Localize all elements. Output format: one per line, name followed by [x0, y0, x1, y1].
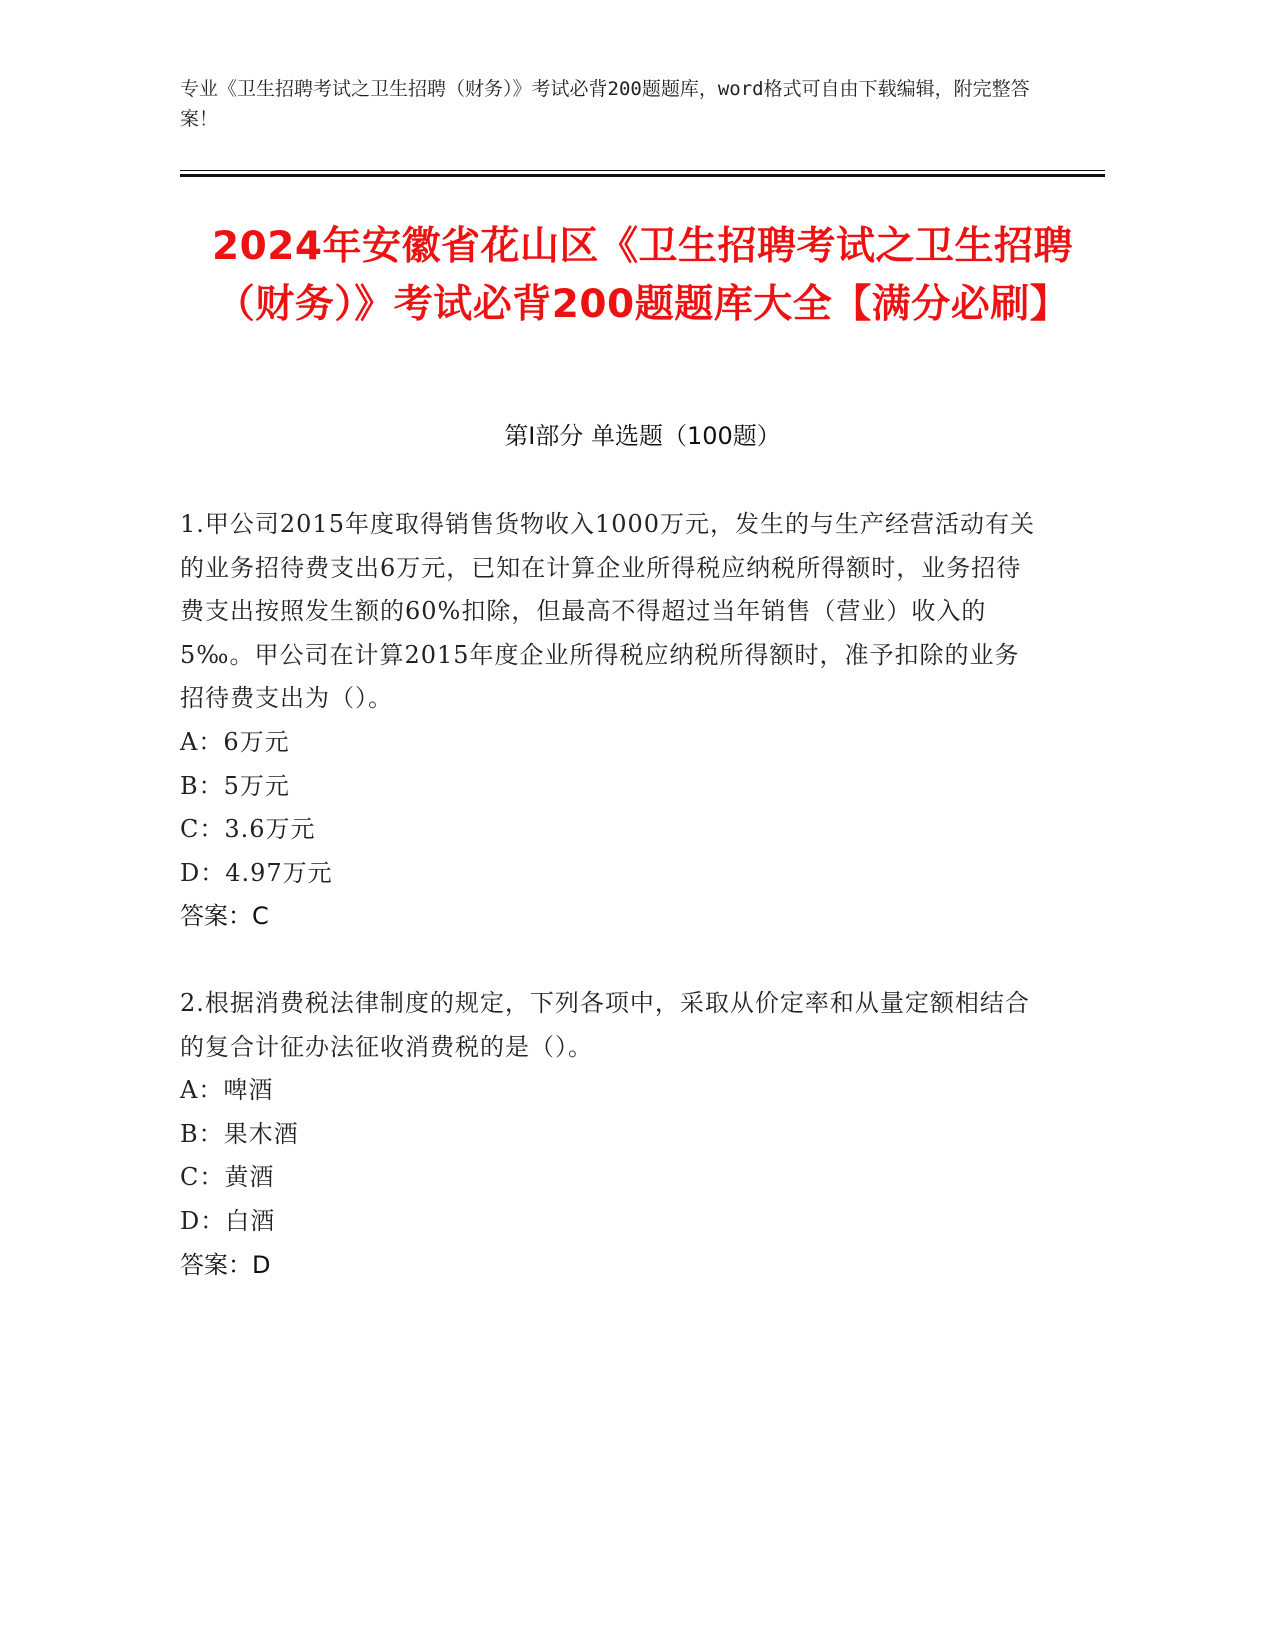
option-b: B：5万元: [180, 771, 290, 800]
answer-line: 答案：D: [180, 1250, 271, 1279]
document-title: 2024年安徽省花山区《卫生招聘考试之卫生招聘（财务）》考试必背200题题库大全【满分必刷】: [211, 224, 1074, 327]
question-item: [180, 982, 1040, 1287]
option-b: B：果木酒: [180, 1119, 299, 1148]
question-stem: 1.甲公司2015年度取得销售货物收入1000万元，发生的与生产经营活动有关的业务招待费支出6万元，已知在计算企业所得税应纳税所得额时，业务招待费支出按照发生额的60%扣除，但最高不得超过当年销售（营业）收入的5‰。甲公司在计算2015年度企业所得税应纳税所得额时，准予扣除的业务招待费支出为（）。: [180, 510, 1036, 713]
header-note: 专业《卫生招聘考试之卫生招聘（财务）》考试必背200题题库，word格式可自由下载编辑，附完整答案！: [180, 78, 1030, 130]
answer-line: 答案：C: [180, 902, 269, 931]
option-a: A：6万元: [180, 727, 290, 756]
question-stem: 2.根据消费税法律制度的规定，下列各项中，采取从价定率和从量定额相结合的复合计征办法征收消费税的是（）。: [180, 989, 1030, 1061]
option-c: C：3.6万元: [180, 815, 316, 844]
header-divider-thin: [180, 170, 1105, 171]
question-item: [180, 503, 1040, 939]
header-divider-thick: [180, 174, 1105, 177]
option-c: C：黄酒: [180, 1163, 275, 1192]
option-d: D：白酒: [180, 1206, 276, 1235]
section-title: 第Ⅰ部分 单选题（100题）: [504, 422, 781, 450]
option-a: A：啤酒: [180, 1076, 274, 1105]
option-d: D：4.97万元: [180, 858, 333, 887]
